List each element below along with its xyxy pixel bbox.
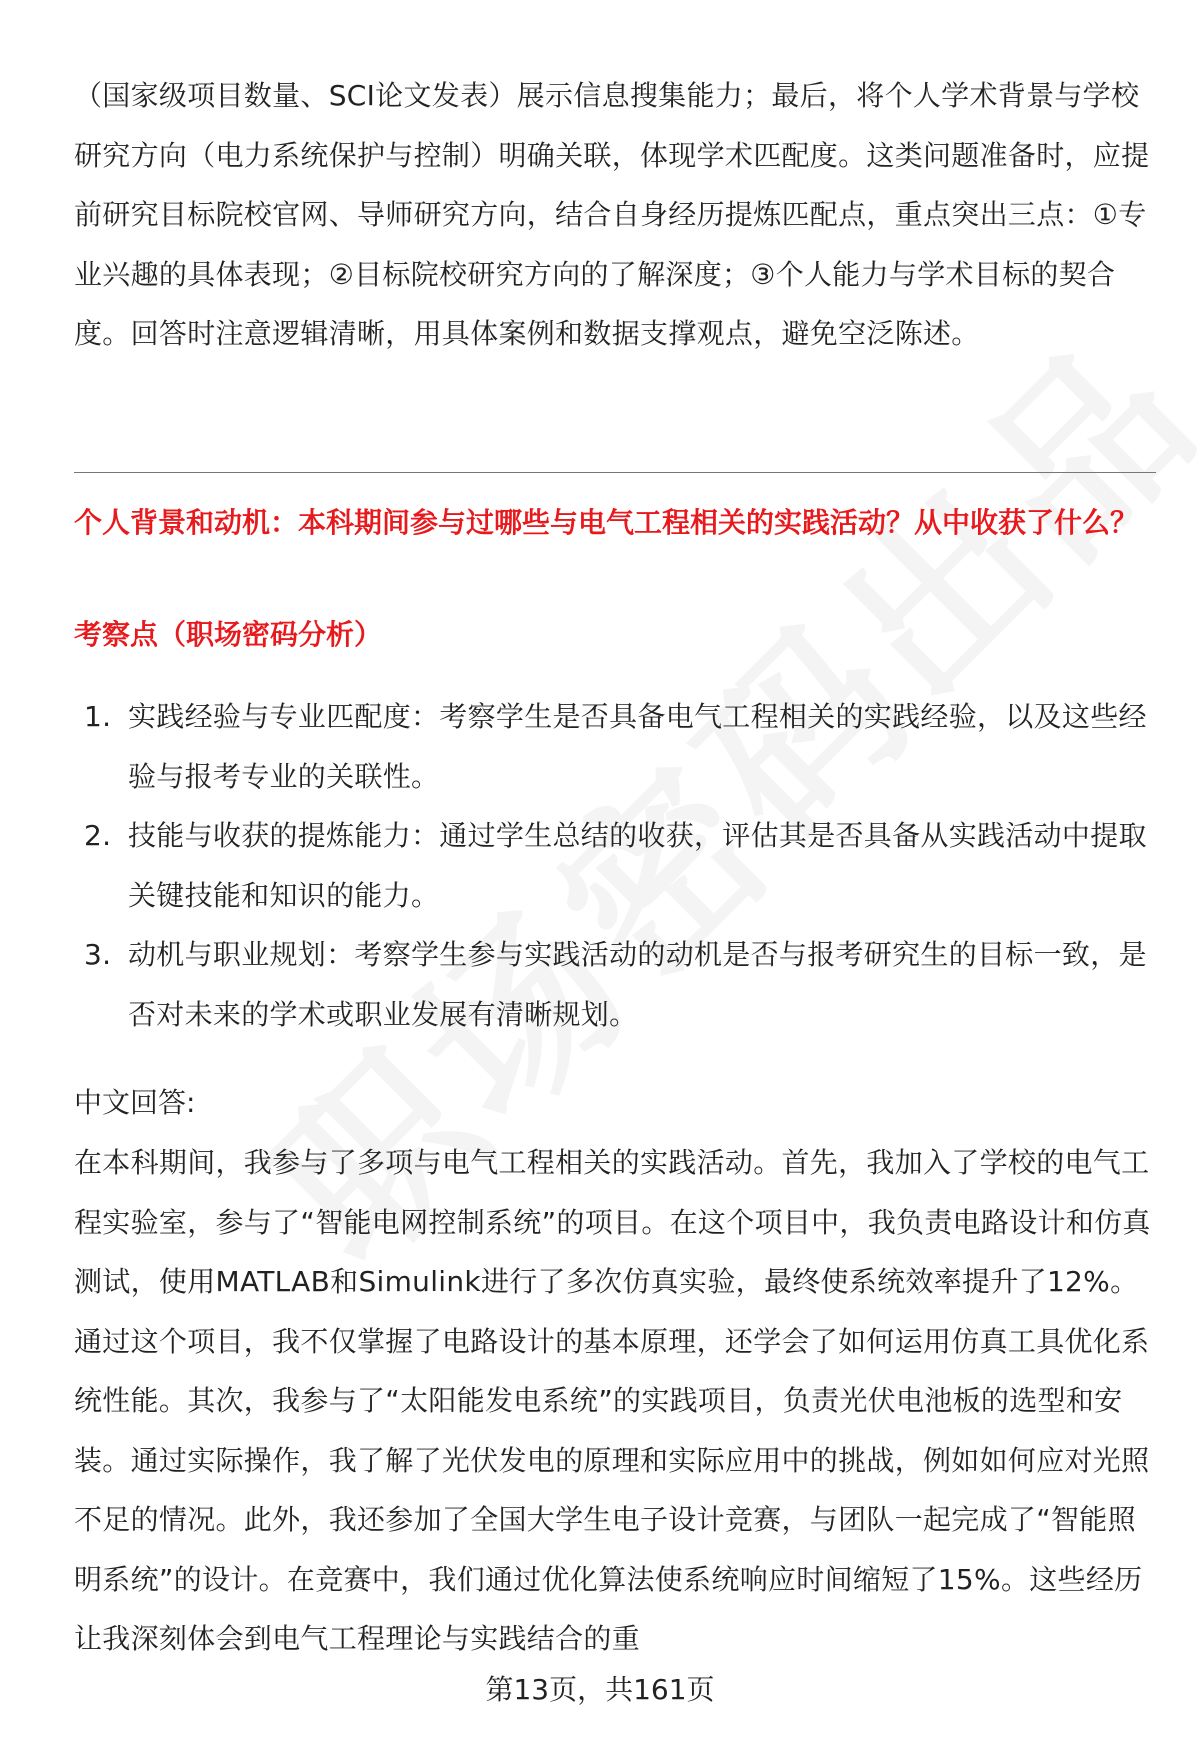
answer-label: 中文回答: [74, 1086, 196, 1119]
list-item [74, 687, 1154, 806]
list-item-text: 技能与收获的提炼能力：通过学生总结的收获，评估其是否具备从实践活动中提取关键技能和知识的能力。 [128, 819, 1147, 912]
analysis-points-list [74, 687, 1154, 1044]
intro-paragraph: （国家级项目数量、SCI论文发表）展示信息搜集能力；最后，将个人学术背景与学校研究方向（电力系统保护与控制）明确关联，体现学术匹配度。这类问题准备时，应提前研究目标院校官网、导师研究方向，结合自身经历提炼匹配点，重点突出三点：①专业兴趣的具体表现；②目标院校研究方向的了解深度；③个人能力与学术目标的契合度。回答时注意逻辑清晰，用具体案例和数据支撑观点，避免空泛陈述。 [74, 79, 1150, 350]
list-item [74, 806, 1154, 925]
section-divider [74, 472, 1156, 473]
list-item-text: 实践经验与专业匹配度：考察学生是否具备电气工程相关的实践经验，以及这些经验与报考专业的关联性。 [128, 700, 1147, 793]
list-item-number: 3. [84, 938, 112, 971]
question-heading: 个人背景和动机：本科期间参与过哪些与电气工程相关的实践活动？从中收获了什么？ [74, 506, 1139, 539]
page-number: 第13页，共161页 [485, 1673, 715, 1706]
analysis-heading: 考察点（职场密码分析） [74, 618, 383, 651]
answer-paragraph: 在本科期间，我参与了多项与电气工程相关的实践活动。首先，我加入了学校的电气工程实验室，参与了“智能电网控制系统”的项目。在这个项目中，我负责电路设计和仿真测试，使用MATLAB和Simulink进行了多次仿真实验，最终使系统效率提升了12%。通过这个项目，我不仅掌握了电路设计的基本原理，还学会了如何运用仿真工具优化系统性能。其次，我参与了“太阳能发电系统”的实践项目，负责光伏电池板的选型和安装。通过实际操作，我了解了光伏发电的原理和实际应用中的挑战，例如如何应对光照不足的情况。此外，我还参加了全国大学生电子设计竞赛，与团队一起完成了“智能照明系统”的设计。在竞赛中，我们通过优化算法使系统响应时间缩短了15%。这些经历让我深刻体会到电气工程理论与实践结合的重 [74, 1146, 1151, 1655]
list-item-text: 动机与职业规划：考察学生参与实践活动的动机是否与报考研究生的目标一致，是否对未来的学术或职业发展有清晰规划。 [128, 938, 1147, 1031]
list-item-number: 1. [84, 700, 112, 733]
list-item [74, 925, 1154, 1044]
list-item-number: 2. [84, 819, 112, 852]
